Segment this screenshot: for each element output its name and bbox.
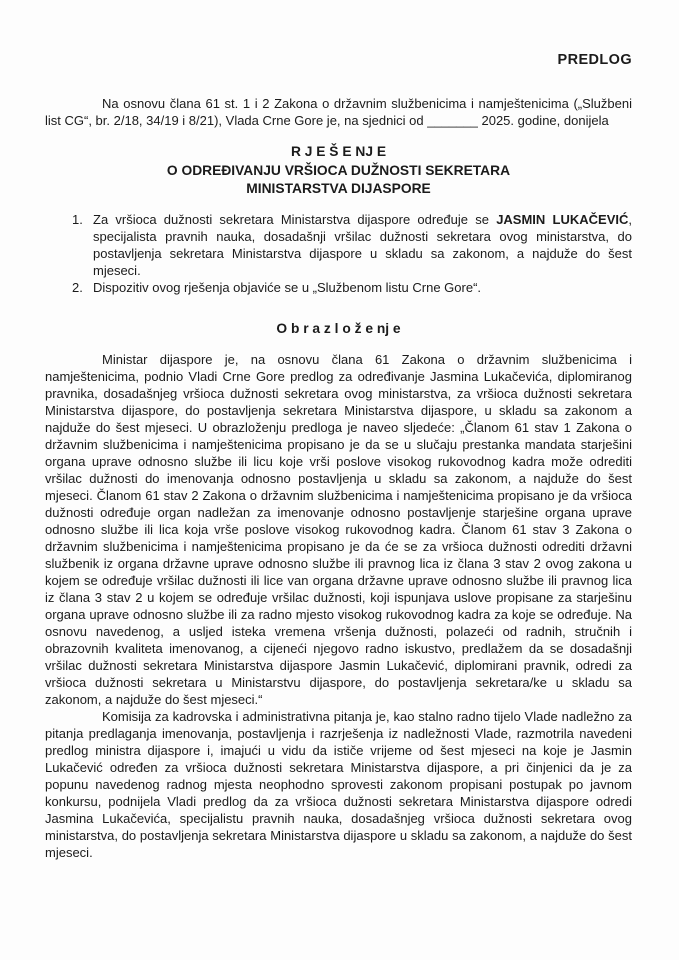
list-item-2 (72, 279, 632, 296)
decision-items-list (72, 211, 632, 296)
decision-title-line-2: O ODREĐIVANJU VRŠIOCA DUŽNOSTI SEKRETARA (166, 162, 511, 178)
explanation-paragraph-1: Ministar dijaspore je, na osnovu člana 61 Zakona o državnim službenicima i namještenicima, podnio Vladi Crne Gore predlog za određivanje Jasmina Lukačevića, diplomiranog pravnika, dosadašnjeg vršioca dužnosti sekretara ovog ministarstva, za vršioca dužnosti sekretara Ministarstva dijaspore, do postavljenja sekretara Ministarstva dijaspore, u skladu sa zakonom a najduže do šest mjeseci. U obrazloženju predloga je naveo sljedeće: „Članom 61 stav 1 Zakona o državnim službenicima i namještenicima propisano je da se u slučaju prestanka mandata starješini organa uprave odnosno službe ili licu koje vrši poslove visokog rukovodnog kadra može odrediti vršilac dužnosti do imenovanja odnosno postavljenja u skladu sa zakonom, a najduže do šest mjeseci. Članom 61 stav 2 Zakona o državnim službenicima i namještenicima propisano je da vršioca dužnosti određuje organ nadležan za imenovanje odnosno postavljenje starješine organa uprave odnosno službe ili lica koja vrše poslove visokog rukovodnog kadra. Članom 61 stav 3 Zakona o državnim službenicima i namještenicima propisano je da će se za vršioca dužnosti odrediti državni službenik iz organa državne uprave odnosno službe ili pravnog lica iz člana 3 stav 2 ovog zakona u kojem se određuje vršilac dužnosti ili lice van organa državne uprave odnosno službe ili pravnog lica iz člana 3 stav 2 u kojem se određuje vršilac dužnosti, koji ispunjava uslove propisane za starješinu organa uprave odnosno službe ili za radno mjesto visokog rukovodnog kadra za koje se određuje. Na osnovu navedenog, a usljed isteka vremena vršenja dužnosti, polazeći od radnih, stručnih i obrazovnih kvaliteta imenovanog, a cijeneći njegovo radno iskustvo, predlažem da se dosadašnji vršilac dužnosti sekretara Ministarstva dijaspore Jasmin Lukačević, diplomirani pravnik, odredi za vršioca dužnosti sekretara u Ministarstvu dijaspore, do postavljenja sekretara/ke u skladu sa zakonom, a najduže do šest mjeseci.“ (45, 351, 632, 707)
list-item-1-number: 1. (72, 211, 83, 227)
list-item-1-text-post: , specijalista pravnih nauka, dosadašnji vršilac dužnosti sekretara ovog ministarstva, do postavljenja sekretara Ministarstva dijaspore u skladu sa zakonom, a najduže do šest mjeseci. (93, 211, 632, 278)
list-item-1-text (93, 211, 632, 279)
decision-title-block (45, 143, 632, 199)
explanation-paragraph-2: Komisija za kadrovska i administrativna pitanja je, kao stalno radno tijelo Vlade nadležno za pitanja predlaganja imenovanja, postavljenja i razrješenja iz nadležnosti Vlade, razmotrila navedeni predlog ministra dijaspore i, imajući u vidu da ističe vrijeme od šest mjeseci na koje je Jasmin Lukačević određen za vršioca dužnosti sekretara Ministarstva dijaspore, a pri činjenici da je za popunu navedenog radnog mjesta neophodno sprovesti zakonom propisani postupak po javnom konkursu, podnijela Vladi predlog da za vršioca dužnosti sekretara Ministarstva dijaspore odredi Jasmina Lukačevića, specijalistu pravnih nauka, dosadašnjeg vršioca dužnosti sekretara ovog ministarstva, do postavljenja sekretara Ministarstva dijaspore u skladu sa zakonom, a najduže do šest mjeseci. (45, 708, 632, 860)
intro-paragraph: Na osnovu člana 61 st. 1 i 2 Zakona o državnim službenicima i namještenicima („Službeni list CG“, br. 2/18, 34/19 i 8/21), Vlada Crne Gore je, na sjednici od _______ 2025. godine, donijela (45, 96, 632, 128)
decision-title-line-1: R J E Š E NJ E (290, 144, 387, 159)
document-type-label: PREDLOG (557, 52, 632, 68)
list-item-1 (72, 211, 632, 279)
explanation-heading: O b r a z l o ž e nj e (276, 320, 401, 336)
appointee-name: JASMIN LUKAČEVIĆ (496, 211, 629, 227)
list-item-1-text-pre: Za vršioca dužnosti sekretara Ministarstva dijaspore određuje se (93, 211, 497, 227)
list-item-2-text: Dispozitiv ovog rješenja objaviće se u „Službenom listu Crne Gore“. (93, 279, 482, 295)
decision-title-line-3: MINISTARSTVA DIJASPORE (246, 181, 431, 196)
list-item-2-number: 2. (72, 279, 83, 295)
